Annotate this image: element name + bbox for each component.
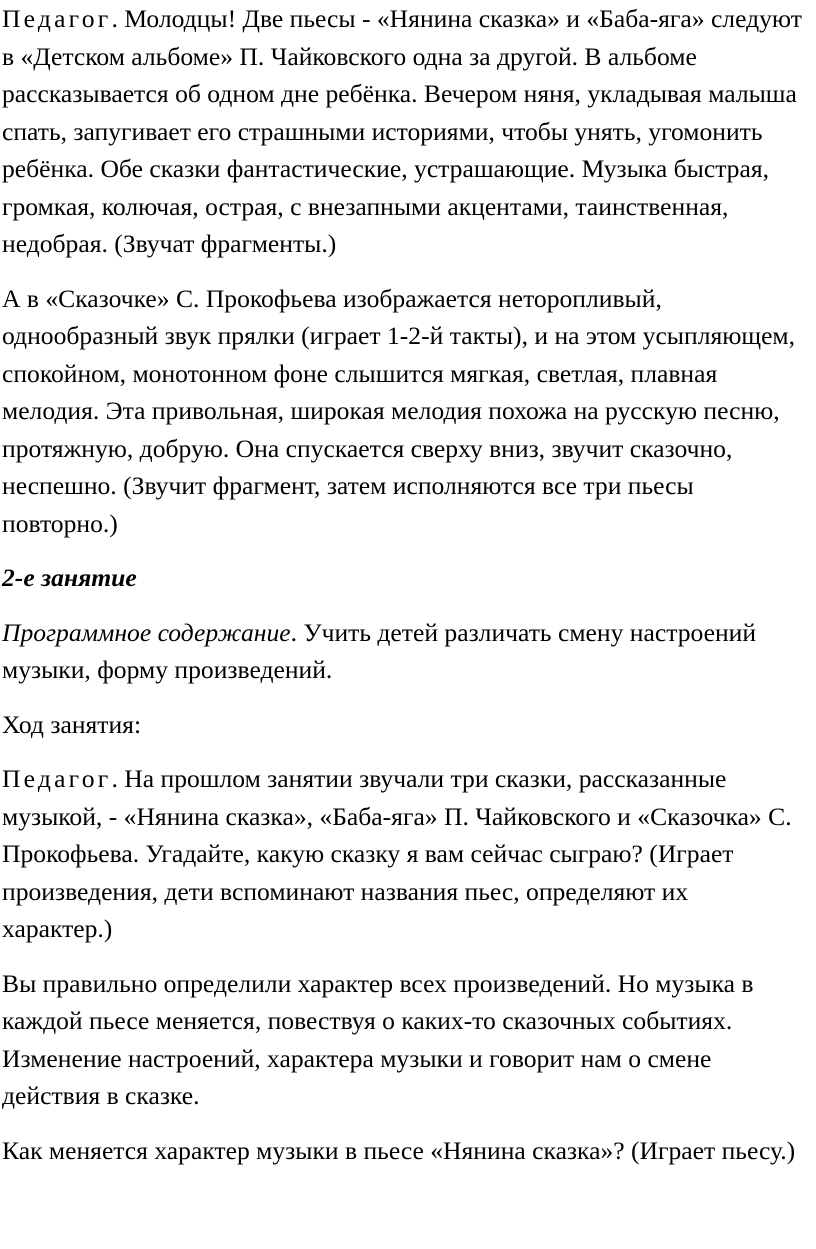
paragraph-text: А в «Сказочке» С. Прокофьева изображается неторопливый, однообразный звук прялки (играет 1-2-й такты), и на этом усыпляющем, спокойном, монотонном фоне слышится мягкая, светлая, плавная мелодия. Эта привольная, широкая мелодия похожа на русскую песню, протяжную, добрую. Она спускается сверху вниз, звучит сказочно, неспешно. (Звучит фрагмент, затем исполняются все три пьесы повторно.) — [2, 283, 796, 538]
paragraph-text: Ход занятия: — [2, 709, 142, 739]
lesson-heading-paragraph — [2, 559, 802, 597]
paragraph-teacher-recall — [2, 760, 802, 948]
paragraph-text: Как меняется характер музыки в пьесе «Нянина сказка»? (Играет пьесу.) — [2, 1135, 796, 1165]
paragraph-lesson-progress — [2, 706, 802, 744]
lesson-heading: 2-е занятие — [2, 563, 137, 592]
paragraph-character-change — [2, 965, 802, 1115]
paragraph-text: Вы правильно определили характер всех произведений. Но музыка в каждой пьесе меняется, повествуя о каких-то сказочных событиях. Изменение настроений, характера музыки и говорит нам о смене действия в сказке. — [2, 968, 754, 1110]
paragraph-text: . Учить детей различать смену настроений музыки, форму произведений. — [2, 617, 757, 684]
paragraph-text: . Молодцы! Две пьесы - «Нянина сказка» и «Баба-яга» следуют в «Детском альбоме» П. Чайковского одна за другой. В альбоме рассказывается об одном дне ребёнка. Вечером няня, укладывая малыша спать, запугивает его страшными историями, чтобы унять, угомонить ребёнка. Обе сказки фантастические, устрашающие. Музыка быстрая, громкая, колючая, острая, с внезапными акцентами, таинственная, недобрая. (Звучат фрагменты.) — [2, 4, 802, 258]
program-content-label: Программное содержание — [2, 617, 291, 647]
paragraph-program-content — [2, 614, 802, 689]
speaker-label: Педагог — [2, 764, 112, 793]
paragraph-prokofiev — [2, 280, 802, 543]
paragraph-question — [2, 1132, 802, 1170]
paragraph-teacher-intro — [2, 0, 802, 263]
speaker-label: Педагог — [2, 4, 112, 33]
paragraph-text: . На прошлом занятии звучали три сказки, рассказанные музыкой, - «Нянина сказка», «Баба-яга» П. Чайковского и «Сказочка» С. Прокофьева. Угадайте, какую сказку я вам сейчас сыграю? (Играет произведения, дети вспоминают названия пьес, определяют их характер.) — [2, 764, 792, 943]
